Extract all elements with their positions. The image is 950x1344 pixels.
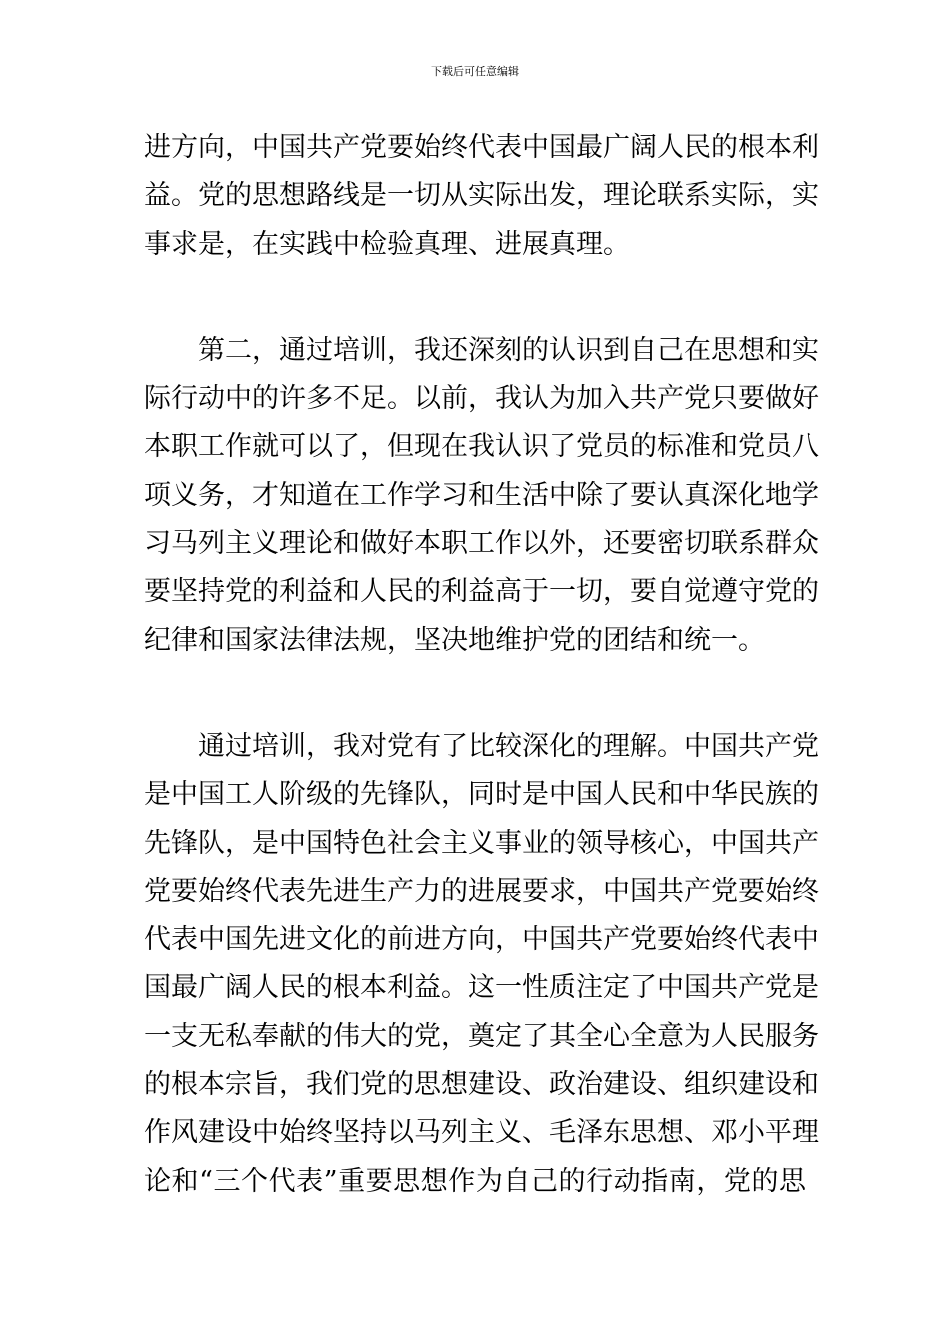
text-line: 代表中国先进文化的前进方向，中国共产党要始终代表中 [144, 924, 819, 956]
text-line: 本职工作就可以了，但现在我认识了党员的标准和党员八 [144, 431, 819, 463]
document-body [144, 124, 819, 1206]
paragraph-3 [144, 723, 819, 1206]
text-line: 习马列主义理论和做好本职工作以外，还要密切联系群众 [144, 528, 819, 560]
text-line: 事求是，在实践中检验真理、进展真理。 [144, 228, 630, 260]
text-line: 纪律和国家法律法规，坚决地维护党的团结和统一。 [144, 624, 765, 656]
text-line: 作风建设中始终坚持以马列主义、毛泽东思想、邓小平理 [144, 1117, 819, 1149]
text-line: 党要始终代表先进生产力的进展要求，中国共产党要始终 [144, 875, 819, 907]
text-line: 国最广阔人民的根本利益。这一性质注定了中国共产党是 [144, 972, 819, 1004]
text-line: 际行动中的许多不足。以前，我认为加入共产党只要做好 [144, 383, 819, 415]
text-line: 一支无私奉献的伟大的党，奠定了其全心全意为人民服务 [144, 1020, 819, 1052]
text-line: 的根本宗旨，我们党的思想建设、政治建设、组织建设和 [144, 1069, 819, 1101]
text-line: 是中国工人阶级的先锋队，同时是中国人民和中华民族的 [144, 779, 819, 811]
text-line: 进方向，中国共产党要始终代表中国最广阔人民的根本利 [144, 132, 819, 163]
page-header: 下载后可任意编辑 [431, 65, 519, 78]
text-line: 项义务，才知道在工作学习和生活中除了要认真深化地学 [144, 479, 819, 511]
paragraph-2 [144, 327, 819, 665]
text-line: 益。党的思想路线是一切从实际出发，理论联系实际，实 [144, 180, 819, 212]
text-line: 通过培训，我对党有了比较深化的理解。中国共产党 [198, 730, 819, 762]
paragraph-spacer [144, 665, 806, 723]
text-line: 论和“三个代表”重要思想作为自己的行动指南，党的思 [144, 1165, 806, 1197]
paragraph-1 [144, 124, 819, 269]
text-line: 要坚持党的利益和人民的利益高于一切，要自觉遵守党的 [144, 576, 819, 608]
paragraph-spacer [144, 269, 806, 327]
text-line: 先锋队，是中国特色社会主义事业的领导核心，中国共产 [144, 827, 819, 859]
text-line: 第二，通过培训，我还深刻的认识到自己在思想和实 [198, 334, 819, 366]
